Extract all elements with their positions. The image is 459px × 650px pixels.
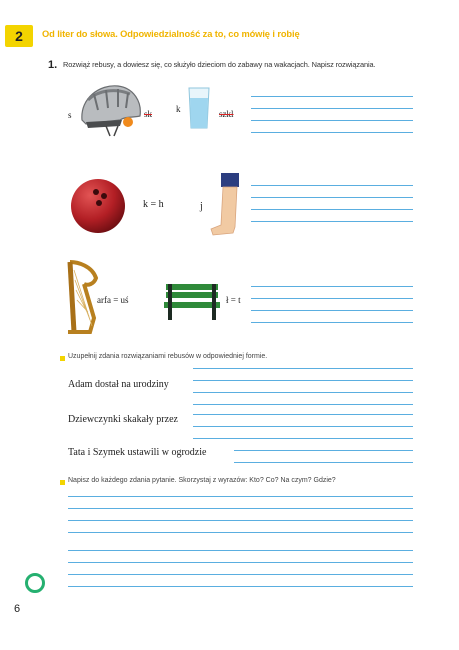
answer-line[interactable] <box>251 221 413 222</box>
exercise-number: 1. <box>48 59 58 71</box>
answer-line[interactable] <box>68 520 413 521</box>
answer-line[interactable] <box>251 120 413 121</box>
harp-image <box>64 258 100 336</box>
answer-line[interactable] <box>193 392 413 393</box>
answer-line[interactable] <box>251 286 413 287</box>
answer-line[interactable] <box>251 132 413 133</box>
answer-line[interactable] <box>251 96 413 97</box>
chapter-title: Od liter do słowa. Odpowiedzialność za to, co mówię i robię <box>42 29 300 39</box>
rebus3-formula-b: ł = t <box>226 295 241 305</box>
page-number: 6 <box>14 603 21 615</box>
rebus1-mid: k <box>176 104 181 114</box>
green-circle-icon <box>25 573 45 593</box>
exercise3-instruction: Napisz do każdego zdania pytanie. Skorzystaj z wyrazów: Kto? Co? Na czym? Gdzie? <box>68 477 336 484</box>
answer-line[interactable] <box>234 450 413 451</box>
answer-line[interactable] <box>68 532 413 533</box>
exercise-instruction: Rozwiąż rebusy, a dowiesz się, co służyło dzieciom do zabawy na wakacjach. Napisz rozwiązania. <box>63 60 376 69</box>
answer-line[interactable] <box>251 185 413 186</box>
answer-line[interactable] <box>68 586 413 587</box>
answer-line[interactable] <box>68 550 413 551</box>
answer-line[interactable] <box>68 574 413 575</box>
answer-line[interactable] <box>234 462 413 463</box>
answer-line[interactable] <box>193 368 413 369</box>
answer-line[interactable] <box>68 508 413 509</box>
bench-image <box>162 282 222 322</box>
bullet-icon <box>60 480 65 485</box>
rebus2-formula: k = h <box>143 199 164 210</box>
answer-line[interactable] <box>193 426 413 427</box>
answer-line[interactable] <box>193 438 413 439</box>
chapter-number: 2 <box>15 28 23 44</box>
glass-image <box>187 86 211 130</box>
answer-line[interactable] <box>251 209 413 210</box>
rebus1-prefix: s <box>68 110 72 120</box>
answer-line[interactable] <box>68 562 413 563</box>
sentence-3: Tata i Szymek ustawili w ogrodzie <box>68 447 207 458</box>
answer-line[interactable] <box>193 414 413 415</box>
rebus1-strike-a: sk <box>144 109 153 119</box>
sentence-1: Adam dostał na urodziny <box>68 379 169 390</box>
sentence-2: Dziewczynki skakały przez <box>68 414 178 425</box>
bullet-icon <box>60 356 65 361</box>
answer-line[interactable] <box>251 197 413 198</box>
rebus1-strike-b: szkl <box>219 109 234 119</box>
exercise2-instruction: Uzupełnij zdania rozwiązaniami rebusów w odpowiedniej formie. <box>68 353 268 360</box>
bowling-ball-image <box>70 178 126 234</box>
answer-line[interactable] <box>68 496 413 497</box>
answer-line[interactable] <box>251 322 413 323</box>
answer-line[interactable] <box>251 108 413 109</box>
rebus2-letter: j <box>200 201 203 212</box>
rebus3-formula-a: arfa = uś <box>97 295 129 305</box>
helmet-image <box>76 80 144 138</box>
answer-line[interactable] <box>193 404 413 405</box>
answer-line[interactable] <box>251 310 413 311</box>
answer-line[interactable] <box>251 298 413 299</box>
answer-line[interactable] <box>193 380 413 381</box>
leg-image <box>207 171 243 241</box>
